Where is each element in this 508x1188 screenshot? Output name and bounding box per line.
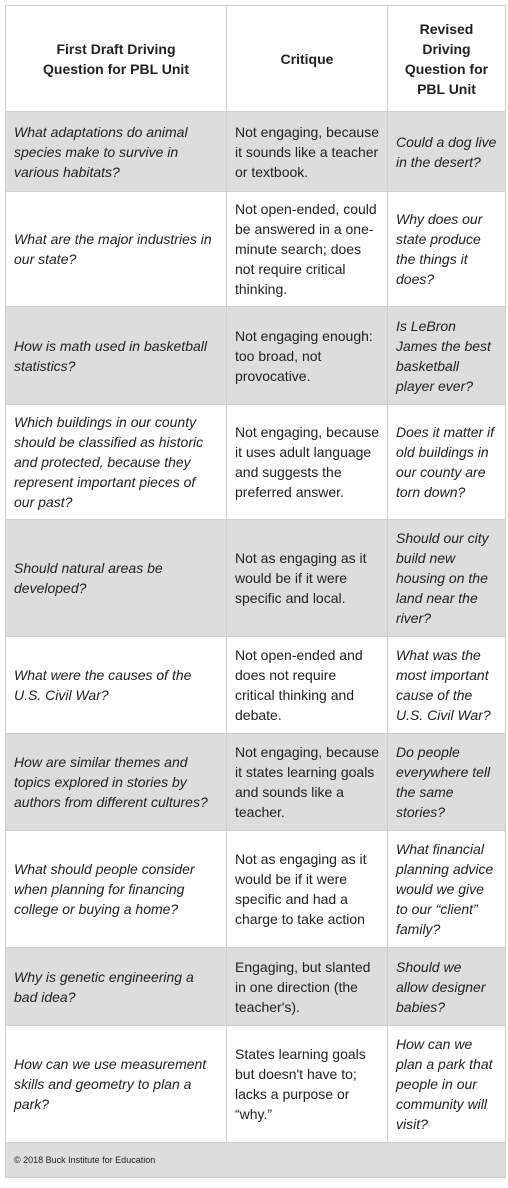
revised-question-cell: Is LeBron James the best basketball player ever? [388,307,506,405]
revised-question-cell: Why does our state produce the things it does? [388,192,506,307]
critique-cell: Not engaging, because it states learning goals and sounds like a teacher. [227,734,388,831]
draft-question-cell: Why is genetic engineering a bad idea? [6,948,227,1026]
critique-cell: Engaging, but slanted in one direction (the teacher's). [227,948,388,1026]
revised-question-cell: What financial planning advice would we give to our “client” family? [388,831,506,948]
draft-question-cell: What adaptations do animal species make to survive in various habitats? [6,112,227,192]
table-row [6,948,506,1026]
draft-question-cell: What should people consider when planning for financing college or buying a home? [6,831,227,948]
critique-cell: States learning goals but doesn't have to; lacks a purpose or “why.” [227,1026,388,1143]
table-row [6,405,506,520]
table-row [6,831,506,948]
copyright-footer: © 2018 Buck Institute for Education [6,1143,506,1178]
revised-question-cell: Should our city build new housing on the land near the river? [388,520,506,637]
draft-question-cell: Should natural areas be developed? [6,520,227,637]
table-row [6,1026,506,1143]
draft-question-cell: What are the major industries in our state? [6,192,227,307]
revised-question-cell: Could a dog live in the desert? [388,112,506,192]
critique-cell: Not as engaging as it would be if it were specific and had a charge to take action [227,831,388,948]
table-row [6,734,506,831]
revised-question-cell: What was the most important cause of the U.S. Civil War? [388,637,506,734]
critique-cell: Not as engaging as it would be if it were specific and local. [227,520,388,637]
revised-question-cell: Should we allow designer babies? [388,948,506,1026]
critique-cell: Not engaging enough: too broad, not provocative. [227,307,388,405]
draft-question-cell: How is math used in basketball statistics? [6,307,227,405]
table-row [6,192,506,307]
table-row [6,307,506,405]
table-row [6,520,506,637]
revised-question-cell: Does it matter if old buildings in our county are torn down? [388,405,506,520]
footer-row [6,1143,506,1178]
critique-cell: Not open-ended, could be answered in a one-minute search; does not require critical thinking. [227,192,388,307]
pbl-question-table-container [5,5,505,1178]
critique-cell: Not engaging, because it sounds like a teacher or textbook. [227,112,388,192]
header-row [6,6,506,112]
critique-cell: Not engaging, because it uses adult language and suggests the preferred answer. [227,405,388,520]
draft-question-cell: How are similar themes and topics explored in stories by authors from different cultures? [6,734,227,831]
draft-question-cell: What were the causes of the U.S. Civil War? [6,637,227,734]
critique-cell: Not open-ended and does not require critical thinking and debate. [227,637,388,734]
pbl-question-table [5,5,506,1178]
header-revised: Revised Driving Question for PBL Unit [388,6,506,112]
header-critique: Critique [227,6,388,112]
revised-question-cell: Do people everywhere tell the same stories? [388,734,506,831]
draft-question-cell: Which buildings in our county should be classified as historic and protected, because they represent important pieces of our past? [6,405,227,520]
table-row [6,637,506,734]
draft-question-cell: How can we use measurement skills and geometry to plan a park? [6,1026,227,1143]
header-first-draft: First Draft Driving Question for PBL Unit [6,6,227,112]
table-row [6,112,506,192]
revised-question-cell: How can we plan a park that people in our community will visit? [388,1026,506,1143]
